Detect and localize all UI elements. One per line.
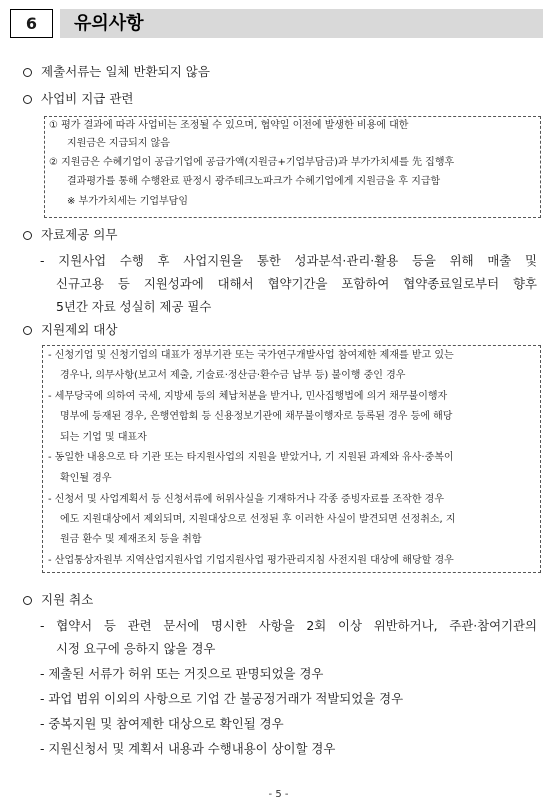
bullet-data-duty — [23, 226, 117, 244]
cancellation-line: 시정 요구에 응하지 않을 경우 — [56, 641, 216, 656]
circle-bullet-icon — [23, 596, 32, 605]
cancellation-line: - 지원신청서 및 계획서 내용과 수행내용이 상이할 경우 — [40, 741, 336, 756]
bullet-return-documents — [23, 63, 210, 81]
exclusion-line: - 세무당국에 의하여 국세, 지방세 등의 체납처분을 받거나, 민사집행법에 의거 채무불이행자 — [48, 391, 448, 402]
cancellation-line: - 중복지원 및 참여제한 대상으로 확인될 경우 — [40, 716, 284, 731]
payment-note-line: ② 지원금은 수혜기업이 공급기업에 공급가액(지원금+기업부담금)과 부가가치세를 先 집행후 — [49, 157, 455, 168]
page-number: - 5 - — [268, 789, 289, 800]
payment-note-line: ① 평가 결과에 따라 사업비는 조정될 수 있으며, 협약일 이전에 발생한 비용에 대한 — [49, 120, 409, 131]
payment-note-line: 지원금은 지급되지 않음 — [67, 138, 170, 149]
cancellation-line: - 과업 범위 이외의 사항으로 기업 간 불공정거래가 적발되었을 경우 — [40, 691, 404, 706]
exclusion-box — [42, 345, 541, 573]
data-duty-line: 5년간 자료 성실히 제공 필수 — [56, 299, 212, 314]
payment-note-line: ※ 부가가치세는 기업부담임 — [67, 196, 188, 207]
exclusion-line: - 동일한 내용으로 타 기관 또는 타지원사업의 지원을 받았거나, 기 지원된 과제와 유사·중복이 — [48, 452, 454, 463]
circle-bullet-icon — [23, 326, 32, 335]
exclusion-line: 경우나, 의무사항(보고서 제출, 기술료·정산금·환수금 납부 등) 불이행 중인 경우 — [60, 370, 406, 381]
bullet-exclusion — [23, 321, 117, 339]
circle-bullet-icon — [23, 95, 32, 104]
payment-notes-box — [44, 116, 541, 218]
bullet-text: 제출서류는 일체 반환되지 않음 — [41, 64, 210, 79]
exclusion-line: 명부에 등재된 경우, 은행연합회 등 신용정보기관에 채무불이행자로 등록된 경우 등에 해당 — [60, 411, 453, 422]
bullet-payment — [23, 90, 133, 108]
exclusion-line: - 신청서 및 사업계획서 등 신청서류에 허위사실을 기재하거나 각종 증빙자료를 조작한 경우 — [48, 494, 444, 505]
exclusion-line: - 산업통상자원부 지역산업지원사업 기업지원사업 평가관리지침 사전지원 대상에 해당할 경우 — [48, 555, 454, 566]
cancellation-line: - 협약서 등 관련 문서에 명시한 사항을 2회 이상 위반하거나, 주관·참여기관의 — [40, 618, 537, 633]
exclusion-line: 되는 기업 및 대표자 — [60, 432, 147, 443]
circle-bullet-icon — [23, 68, 32, 77]
bullet-text: 사업비 지급 관련 — [41, 91, 134, 106]
bullet-text: 지원제외 대상 — [41, 322, 118, 337]
exclusion-line: 에도 지원대상에서 제외되며, 지원대상으로 선정된 후 이러한 사실이 발견되면 선정취소, 지 — [60, 514, 456, 525]
exclusion-line: - 신청기업 및 신청기업의 대표가 정부기관 또는 국가연구개발사업 참여제한 제재를 받고 있는 — [48, 350, 454, 361]
section-title: 유의사항 — [74, 13, 144, 34]
data-duty-line: - 지원사업 수행 후 사업지원을 통한 성과분석·관리·활용 등을 위해 매출 및 — [40, 253, 537, 268]
cancellation-line: - 제출된 서류가 허위 또는 거짓으로 판명되었을 경우 — [40, 666, 324, 681]
bullet-text: 지원 취소 — [41, 592, 94, 607]
circle-bullet-icon — [23, 231, 32, 240]
payment-note-line: 결과평가를 통해 수행완료 판정시 광주테크노파크가 수혜기업에게 지원금을 후 지급함 — [67, 176, 441, 187]
bullet-cancellation — [23, 591, 93, 609]
section-number: 6 — [10, 9, 53, 38]
section-header — [10, 9, 543, 40]
section-title-bar — [60, 9, 543, 38]
bullet-text: 자료제공 의무 — [41, 227, 118, 242]
exclusion-line: 원금 환수 및 제재조치 등을 취함 — [60, 534, 202, 545]
data-duty-line: 신규고용 등 지원성과에 대해서 협약기간을 포함하여 협약종료일로부터 향후 — [56, 276, 537, 291]
exclusion-line: 확인될 경우 — [60, 473, 112, 484]
